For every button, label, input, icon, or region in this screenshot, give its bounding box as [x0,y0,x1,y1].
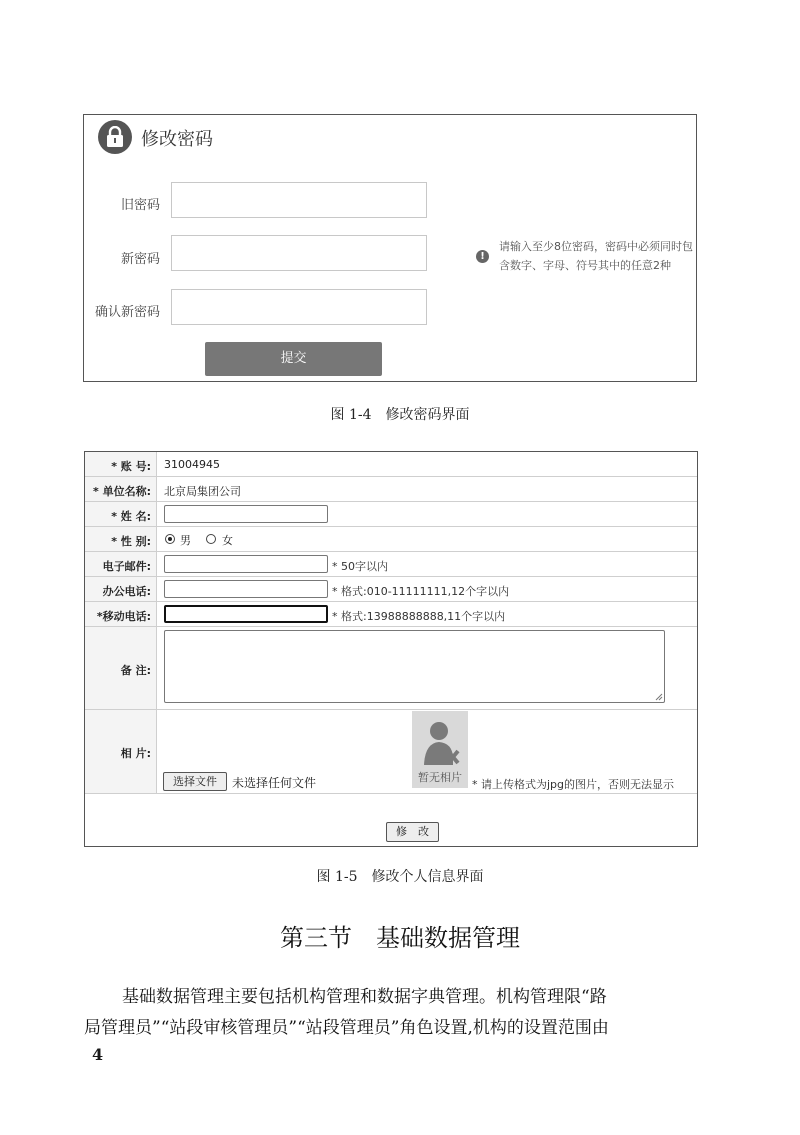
row-divider [85,601,697,602]
row-divider [85,576,697,577]
figure-caption-1: 图 1-4 修改密码界面 [330,407,470,423]
avatar-placeholder-icon [422,717,460,767]
row-divider [85,551,697,552]
no-photo-text: 暂无相片 [418,771,462,784]
new-password-input[interactable] [171,235,427,271]
panel-title: 修改密码 [141,129,213,150]
page-number: 4 [92,1045,104,1064]
paragraph-line-2: 局管理员”“站段审核管理员”“站段管理员”角色设置,机构的设置范围由 [84,1018,609,1038]
gender-male-radio[interactable] [165,534,175,544]
account-value: 31004945 [164,458,220,471]
lock-icon [98,120,132,154]
gender-male-label: 男 [180,534,191,547]
row-divider [85,476,697,477]
office-phone-note: * 格式:010-11111111,12个字以内 [332,585,510,598]
paragraph-line-1: 基础数据管理主要包括机构管理和数据字典管理。机构管理限“路 [122,987,607,1007]
row-divider [85,793,697,794]
column-divider [156,452,157,793]
gender-label: * 性 别: [111,535,151,548]
row-divider [85,709,697,710]
confirm-password-input[interactable] [171,289,427,325]
unit-value: 北京局集团公司 [164,485,241,498]
password-hint [499,237,699,275]
row-divider [85,626,697,627]
remark-textarea[interactable] [164,630,665,703]
office-phone-label: 办公电话: [102,585,151,598]
hint-line-1: 请输入至少8位密码，密码中必须同时包 [499,240,693,253]
email-label: 电子邮件: [102,560,151,573]
remark-label: 备 注: [120,664,151,677]
row-divider [85,526,697,527]
account-label: * 账 号: [111,460,151,473]
photo-preview [412,711,468,788]
photo-note: * 请上传格式为jpg的图片，否则无法显示 [472,778,675,791]
figure-caption-2: 图 1-5 修改个人信息界面 [316,869,484,885]
modify-button[interactable]: 修 改 [386,822,439,842]
old-password-input[interactable] [171,182,427,218]
personal-info-form [84,451,698,847]
submit-button[interactable]: 提交 [205,342,382,376]
file-status: 未选择任何文件 [232,776,317,790]
mobile-label: *移动电话: [96,610,151,623]
info-icon: ! [476,250,489,263]
confirm-password-label: 确认新密码 [94,305,160,320]
choose-file-button[interactable]: 选择文件 [163,772,227,791]
name-input[interactable] [164,505,328,523]
email-input[interactable] [164,555,328,573]
resize-handle-icon[interactable] [655,693,663,701]
mobile-note: * 格式:13988888888,11个字以内 [332,610,506,623]
change-password-panel [83,114,697,382]
new-password-label: 新密码 [120,252,160,267]
gender-female-label: 女 [222,534,233,547]
row-divider [85,501,697,502]
unit-label: * 单位名称: [93,485,151,498]
gender-female-radio[interactable] [206,534,216,544]
hint-line-2: 含数字、字母、符号其中的任意2种 [499,259,671,272]
old-password-label: 旧密码 [120,198,160,213]
photo-label: 相 片: [120,747,151,760]
mobile-input[interactable] [164,605,328,623]
office-phone-input[interactable] [164,580,328,598]
section-title: 第三节 基础数据管理 [280,924,520,952]
name-label: * 姓 名: [111,510,151,523]
email-note: * 50字以内 [332,560,388,573]
